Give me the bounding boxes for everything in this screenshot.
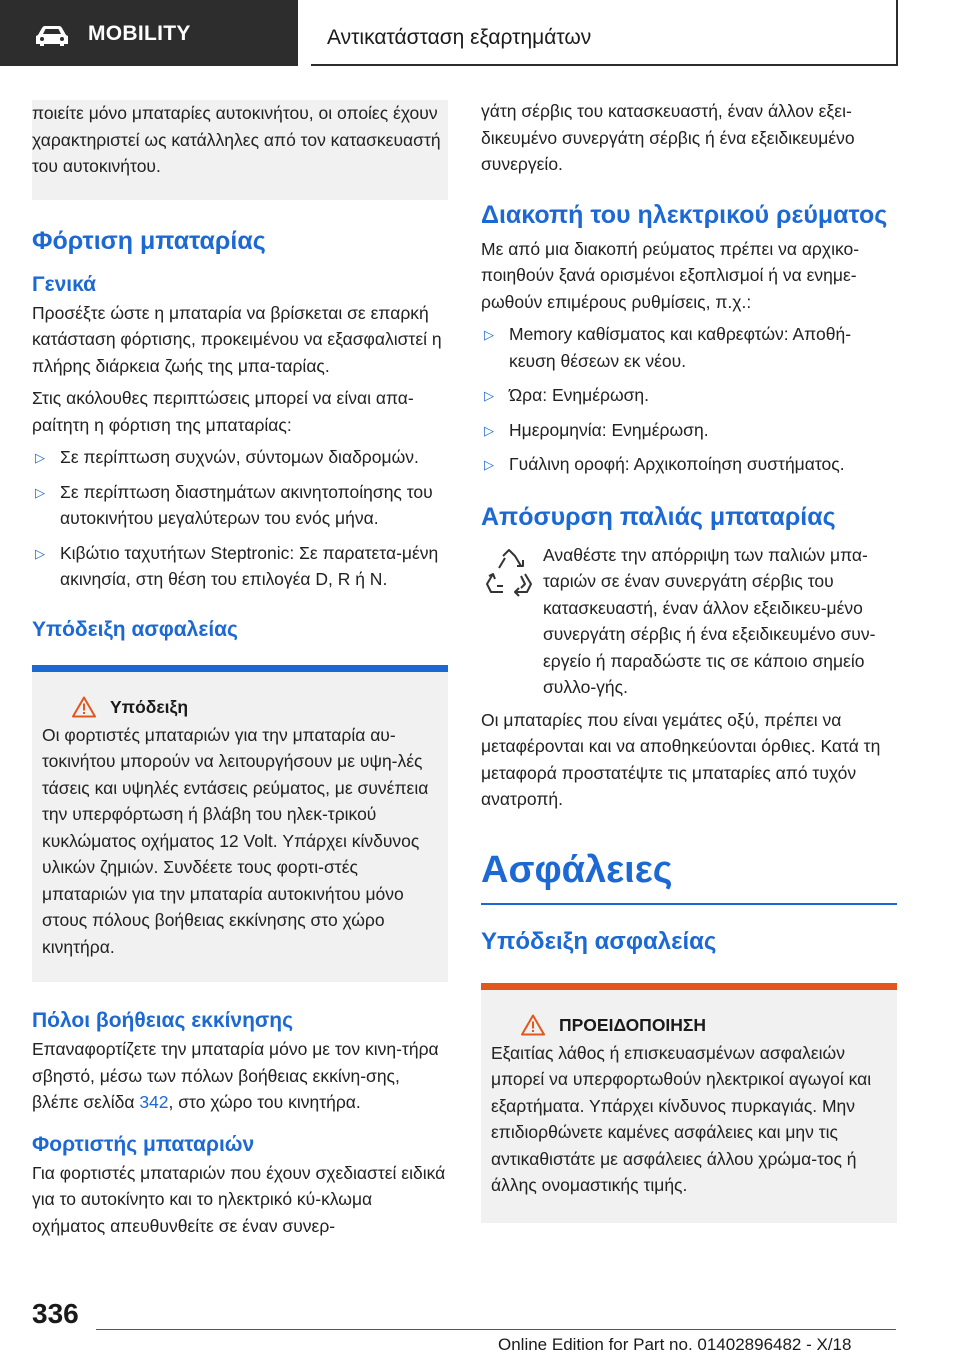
header-brand-bar [0, 0, 298, 66]
footer-edition: Online Edition for Part no. 01402896482 - X/18 [498, 1335, 852, 1354]
chargers-paragraph: Για φορτιστές μπαταριών που έχουν σχεδιαστεί ειδικά για το αυτοκίνητο και το ηλεκτρικό κύ-κλωμα οχήματος απευθυνθείτε σε έναν συνερ- [32, 1162, 446, 1236]
heading-battery-chargers: Φορτιστής μπαταριών [32, 1132, 255, 1156]
power-paragraph: Με από μια διακοπή ρεύματος πρέπει να αρχικο-ποιηθούν ξανά ορισμένοι εξοπλισμοί ή να ενημε-ρωθούν επιμέρους ρυθμίσεις, π.χ.: [481, 238, 860, 312]
list-item: ▷ Σε περίπτωση συχνών, σύντομων διαδρομών. [32, 444, 448, 471]
list-item: ▷ Ημερομηνία: Ενημέρωση. [481, 417, 897, 444]
note-header [42, 694, 438, 720]
warning-header [491, 1012, 887, 1038]
disposal-block [481, 542, 897, 701]
triangle-bullet-icon: ▷ [35, 545, 45, 561]
charging-bullet-list [32, 444, 448, 593]
warning-triangle-icon [521, 1014, 545, 1036]
heading-battery-charging: Φόρτιση μπαταρίας [32, 226, 266, 255]
intro-box [32, 100, 448, 200]
note-title: Υπόδειξη [110, 696, 189, 717]
header-brand: MOBILITY [88, 22, 191, 45]
heading-fuse-safety: Υπόδειξη ασφαλείας [481, 927, 717, 955]
heading-old-battery-disposal: Απόσυρση παλιάς μπαταρίας [481, 502, 836, 531]
general-paragraph-2: Στις ακόλουθες περιπτώσεις μπορεί να είναι απα-ραίτητη η φόρτιση της μπαταρίας: [32, 388, 414, 435]
jump-start-paragraph: Επαναφορτίζετε την μπαταρία μόνο με τον κινη-τήρα σβηστό, μέσω των πόλων βοήθειας εκκίνη-σης, βλέπε σελίδα 342, στο χώρο του κινητήρα. [32, 1039, 439, 1112]
disposal-paragraph: Αναθέστε την απόρριψη των παλιών μπα-ταριών σε έναν συνεργάτη σέρβις του κατασκευαστή, έναν άλλον εξειδικευ-μένο συνεργάτη σέρβις ή ένα εξειδικευμένο συν-εργείο ή παραδώστε τις σε κάποιο σημείο συλλο-γής. [543, 544, 876, 697]
triangle-bullet-icon: ▷ [484, 422, 494, 438]
list-item: ▷ Κιβώτιο ταχυτήτων Steptronic: Σε παρατετα-μένη ακινησία, στη θέση του επιλογέα D, R ή N. [35, 542, 439, 589]
triangle-bullet-icon: ▷ [484, 457, 494, 472]
right-column [481, 98, 897, 1223]
heading-fuses: Ασφάλειες [481, 848, 673, 891]
triangle-bullet-icon: ▷ [484, 388, 494, 403]
car-icon [34, 25, 70, 47]
fuses-divider [481, 903, 897, 905]
warning-box [481, 983, 897, 1223]
warning-triangle-icon [72, 696, 96, 718]
heading-jump-start-terminals: Πόλοι βοήθειας εκκίνησης [32, 1009, 294, 1032]
power-bullet-list [481, 321, 897, 478]
general-paragraph-1: Προσέξτε ώστε η μπαταρία να βρίσκεται σε επαρκή κατάσταση φόρτισης, προκειμένου να εξασφαλιστεί η πλήρης διάρκεια ζωής της μπα-ταρίας. [32, 302, 442, 376]
warning-text: Εξαιτίας λάθος ή επισκευασμένων ασφαλειών μπορεί να υπερφορτωθούν ηλεκτρικοί αγωγοί και εξαρτήματα. Υπάρχει κίνδυνος πυρκαγιάς. Μην επιδιορθώνετε καμένες ασφάλειες και μην τις αντικαθιστάτε με ασφάλειες άλλου χρώμα-τος ή άλλης ονομαστικής τιμής. [491, 1042, 872, 1195]
header-title: Αντικατάσταση εξαρτημάτων [327, 26, 592, 49]
triangle-bullet-icon: ▷ [35, 450, 45, 465]
page-reference-link[interactable]: 342 [139, 1092, 169, 1112]
heading-power-interruption: Διακοπή του ηλεκτρικού ρεύματος [481, 200, 888, 229]
intro-text: ποιείτε μόνο μπαταρίες αυτοκινήτου, οι οποίες έχουν χαρακτηριστεί ως κατάλληλες από τον κατασκευαστή του αυτοκινήτου. [32, 103, 441, 176]
left-column [32, 100, 448, 1239]
list-item: ▷ Γυάλινη οροφή: Αρχικοποίηση συστήματος. [481, 451, 897, 478]
disposal-paragraph-2: Οι μπαταρίες που είναι γεμάτες οξύ, πρέπει να μεταφέρονται και να αποθηκεύονται όρθιες. Κατά τη μεταφορά προστατέψτε τις μπαταρίες από τυχόν ανατροπή. [481, 709, 881, 809]
continued-paragraph: γάτη σέρβις του κατασκευαστή, έναν άλλον εξει-δικευμένο συνεργάτη σέρβις ή ένα εξειδικευμένο συνεργείο. [481, 101, 855, 174]
list-item: ▷ Memory καθίσματος και καθρεφτών: Αποθή-κευση θέσεων εκ νέου. [484, 324, 852, 371]
list-item: ▷ Σε περίπτωση διαστημάτων ακινητοποίησης του αυτοκινήτου μεγαλύτερων του ενός μήνα. [35, 481, 433, 528]
heading-safety-note: Υπόδειξη ασφαλείας [32, 617, 238, 641]
list-item: ▷ Ώρα: Ενημέρωση. [481, 382, 897, 409]
triangle-bullet-icon: ▷ [35, 484, 45, 500]
page-header [0, 0, 960, 66]
heading-general: Γενικά [32, 272, 97, 296]
footer-divider [96, 1329, 896, 1330]
triangle-bullet-icon: ▷ [484, 327, 494, 342]
note-text: Οι φορτιστές μπαταριών για την μπαταρία αυ-τοκινήτου μπορούν να λειτουργήσουν με υψη-λές τάσεις και υψηλές εντάσεις ρεύματος, με συνέπεια την υπερφόρτωση ή βλάβη του ηλεκ-τρικού κυκλώματος οχήματος 12 Volt. Υπάρχει κίνδυνος υλικών ζημιών. Συνδέετε τους φορτι-στές μπαταριών για την μπαταρία αυτοκινήτου μόνο στους πόλους βοήθειας εκκίνησης στο χώρο κινητήρα. [42, 724, 429, 957]
header-title-box [311, 0, 898, 66]
recycle-icon [481, 546, 537, 602]
page-number: 336 [32, 1298, 79, 1329]
note-box [32, 665, 448, 983]
warning-title: ΠΡΟΕΙΔΟΠΟΙΗΣΗ [559, 1014, 707, 1035]
